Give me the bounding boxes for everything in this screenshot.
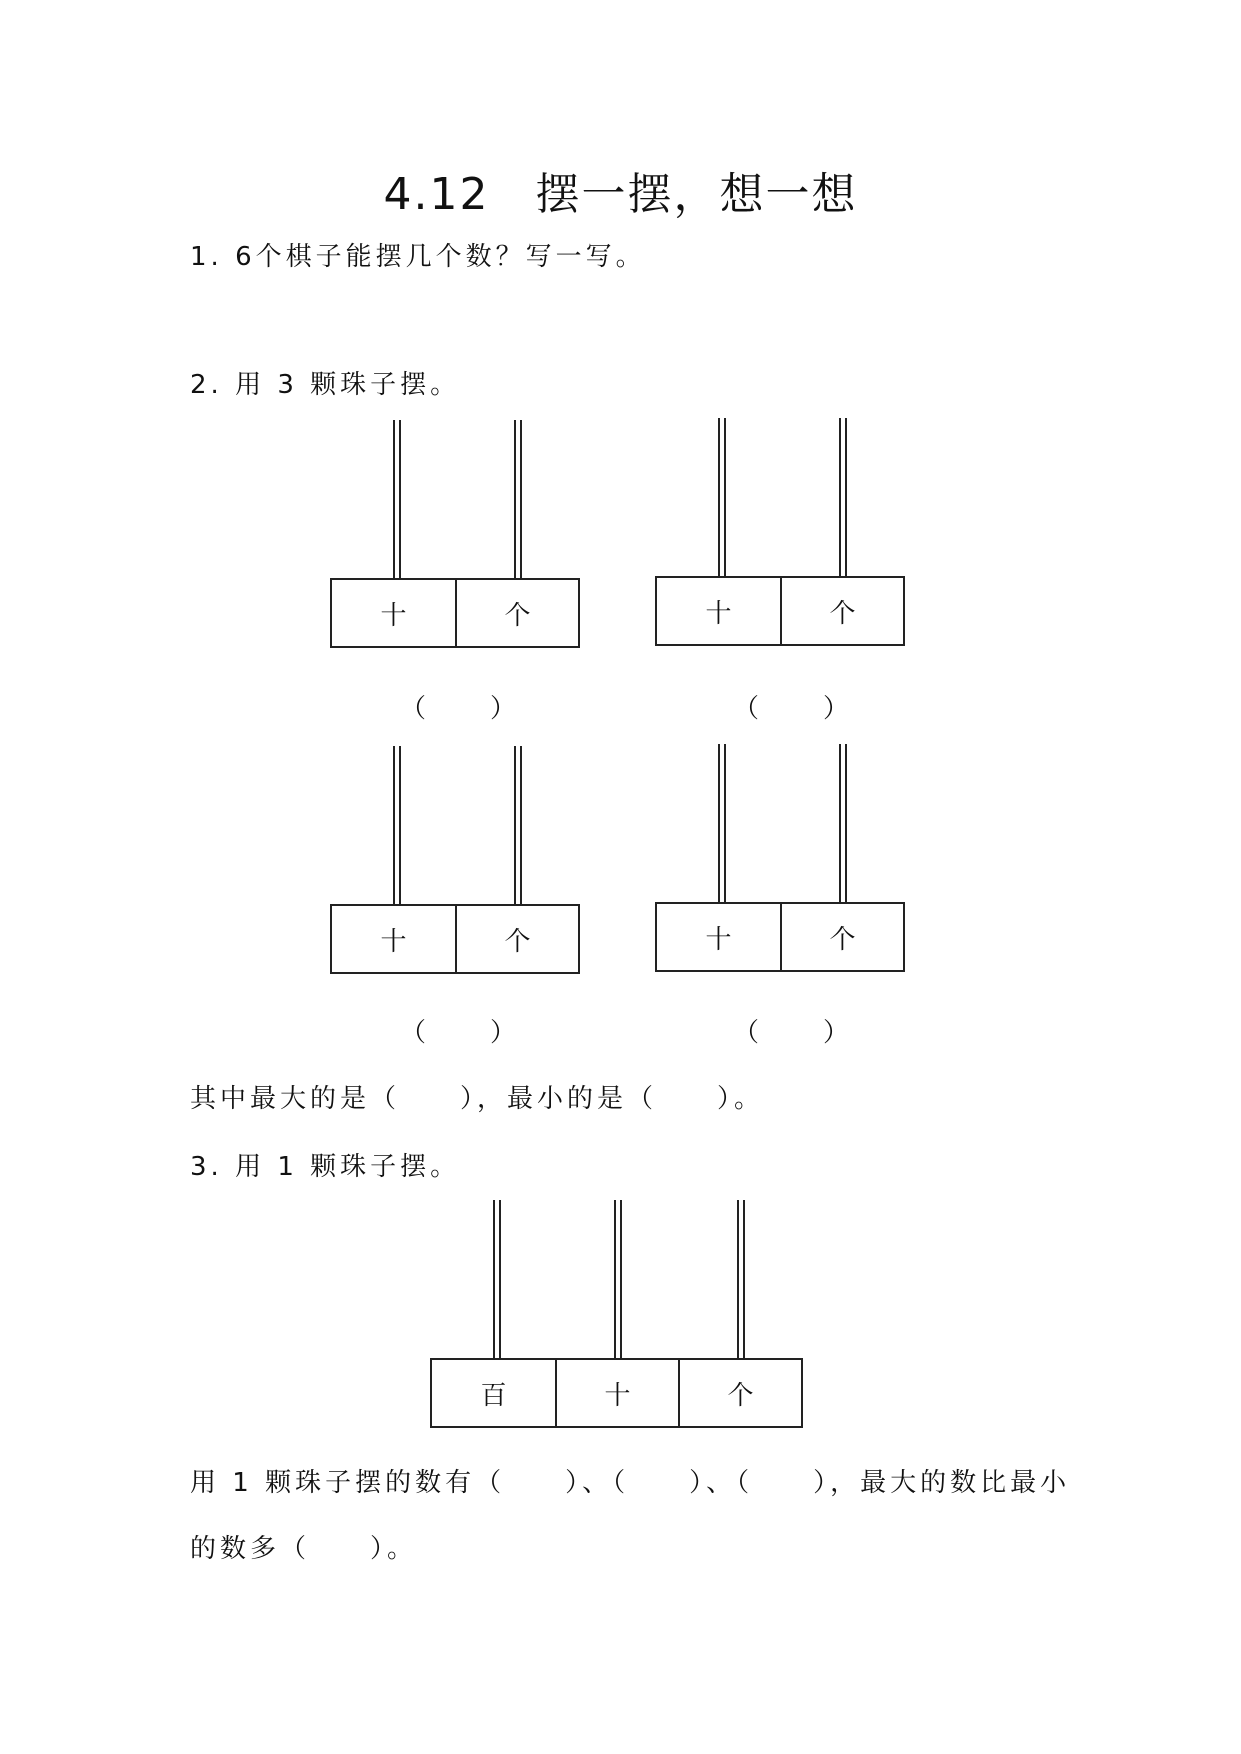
question-3: 3. 用 1 颗珠子摆。 [190,1152,461,1182]
place-label-ones: 个 [455,580,578,646]
abacus-base [655,902,905,972]
abacus-hundreds-tens-ones [430,1200,802,1430]
place-label-tens: 十 [380,926,407,957]
place-label-tens: 十 [705,924,732,955]
place-label-ones: 个 [678,1360,801,1426]
place-label-tens: 十 [380,600,407,631]
question-2-conclusion: 其中最大的是（ ），最小的是（ ）。 [190,1084,765,1114]
abacus-rod [393,420,401,580]
answer-blank-3[interactable]: （ ） [400,1018,521,1048]
abacus-tens-ones-1 [330,420,580,648]
question-3-line-2: 的数多（ ）。 [190,1534,418,1564]
place-label-ones: 个 [455,906,578,972]
abacus-rod [614,1200,622,1360]
question-3-line-1: 用 1 颗珠子摆的数有（ ）、（ ）、（ ），最大的数比最小 [190,1468,1071,1498]
abacus-tens-ones-2 [655,418,905,646]
abacus-rod [718,418,726,578]
page-title: 4.12 摆一摆，想一想 [383,169,858,220]
question-1: 1. 6个棋子能摆几个数？写一写。 [190,242,646,272]
abacus-base [655,576,905,646]
place-label-ones: 个 [780,578,903,644]
abacus-rod [393,746,401,906]
abacus-tens-ones-3 [330,746,580,974]
question-2: 2. 用 3 颗珠子摆。 [190,370,461,400]
answer-blank-2[interactable]: （ ） [733,694,854,724]
abacus-base [430,1358,803,1428]
abacus-rod [737,1200,745,1360]
place-label-tens: 十 [555,1360,678,1426]
abacus-rod [718,744,726,904]
abacus-tens-ones-4 [655,744,905,972]
abacus-base [330,578,580,648]
place-label-hundreds: 百 [480,1380,507,1411]
answer-blank-4[interactable]: （ ） [733,1018,854,1048]
abacus-rod [839,744,847,904]
place-label-tens: 十 [705,598,732,629]
answer-blank-1[interactable]: （ ） [400,694,521,724]
abacus-rod [514,420,522,580]
abacus-rod [493,1200,501,1360]
place-label-ones: 个 [780,904,903,970]
abacus-rod [514,746,522,906]
abacus-base [330,904,580,974]
abacus-rod [839,418,847,578]
